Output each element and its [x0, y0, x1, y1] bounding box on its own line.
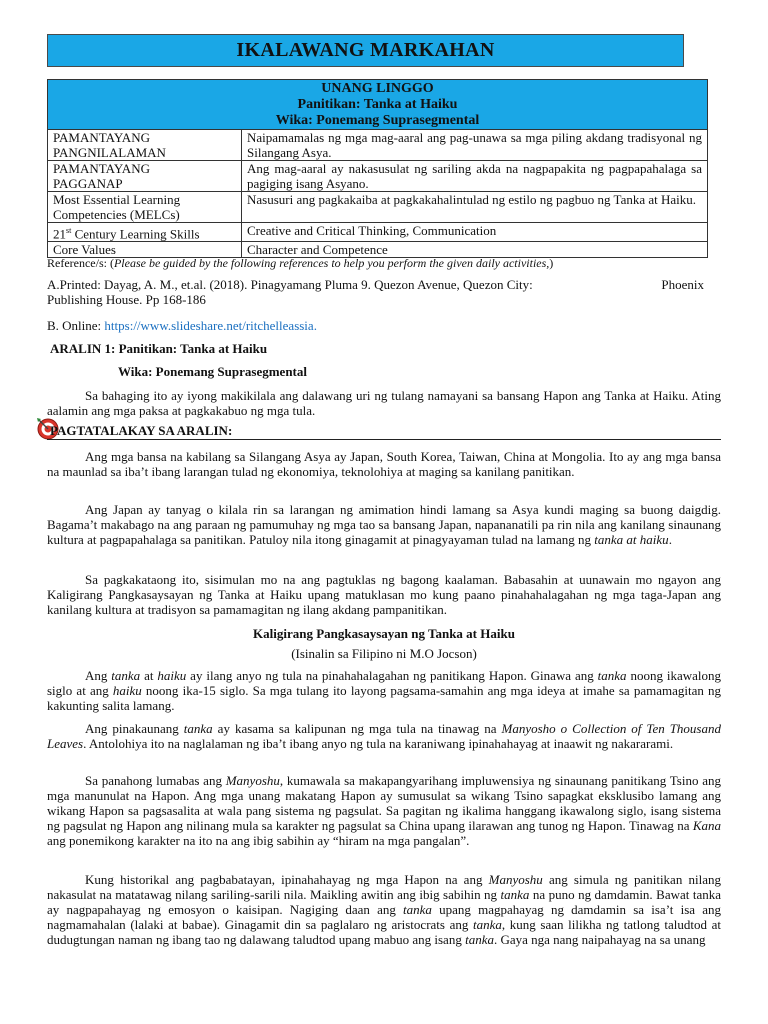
row-value: Character and Competence — [242, 242, 708, 258]
row-label-line: Competencies (MELCs) — [53, 207, 180, 222]
paragraph-text: ang ponemikong karakter na ito na ang ibig sabihin ay “hiram na mga pangalan”. — [47, 833, 470, 848]
printed-reference — [47, 277, 721, 307]
row-label — [48, 161, 242, 192]
paragraph-emphasis: Manyosho o Collection of Ten Thousand Leaves — [47, 721, 721, 751]
topic-label: Panitikan: Tanka at Haiku — [297, 97, 458, 112]
paragraph-emphasis: tanka — [473, 917, 502, 932]
body-paragraph-6 — [47, 773, 721, 848]
table-header-row — [48, 80, 708, 130]
reference-note — [47, 256, 727, 271]
reference-prefix: Reference/s: ( — [47, 256, 114, 270]
row-label — [48, 223, 242, 242]
printed-reference-line: Publishing House. Pp 168-186 — [47, 292, 206, 307]
row-label-line: PAMANTAYANG — [53, 130, 150, 145]
paragraph-text: ay kasama sa kalipunan ng mga tula na tinawag na — [212, 721, 502, 736]
paragraph-text: , kumawala sa makapangyarihang impluwensiya ng sinaunang panitikang Tsino ang mga manunulat na Hapon. Ang mga unang makatang Hapon ay sumusulat sa wikang Tsino sapagkat eksklusibo lamang ang wikang Hapon sa pagsasalita at wala pang sistema ng pagsulat. Sa pagitan ng ikalima hanggang ikawalong siglo, isang sistema ng pagsulat ng Hapon ang nilinang mula sa karakter ng pagsulat sa China upang ilarawan ang tunog ng Hapon. Tinawag na — [47, 773, 721, 833]
row-label: Core Values — [48, 242, 242, 258]
paragraph-text: Sa panahong lumabas ang — [85, 773, 226, 788]
printed-reference-line-end: Phoenix — [661, 277, 704, 292]
row-value: Naipamamalas ng mga mag-aaral ang pag-unawa sa mga piling akdang tradisyonal ng Silangang Asya. — [242, 130, 708, 161]
online-reference — [47, 318, 721, 333]
paragraph-emphasis: haiku — [157, 668, 187, 683]
paragraph-text: upang magpahayag ng damdamin sa isa’t isa ang nagmamahalan (lalaki at babae). Ginagamit din sa paglalaro ng aristocrats ang — [47, 902, 721, 932]
paragraph-text: Ang pinakaunang — [85, 721, 184, 736]
paragraph-text: at — [140, 668, 158, 683]
row-label-line: PAMANTAYANG — [53, 161, 150, 176]
table-row — [48, 192, 708, 223]
reference-instruction: Please be guided by the following references to help you perform the given daily activities, — [113, 256, 550, 270]
row-label-line: PAGGANAP — [53, 176, 123, 191]
paragraph-text: Ang — [85, 668, 112, 683]
paragraph-emphasis: tanka — [465, 932, 494, 947]
paragraph-text: , kung saan lilikha ng tatlong taludtod at dudugtungan naman ng ibang tao ng dalawang taludtod upang mabuo ang isang — [47, 917, 721, 947]
paragraph-text: Kung historikal ang pagbabatayan, ipinahahayag ng mga Hapon na ang — [85, 872, 489, 887]
row-label-text: Century Learning Skills — [71, 226, 200, 242]
paragraph-text: . Antolohiya ito na naglalaman ng iba’t ibang anyo ng tula na karaniwang ipinahahayag at inaawit ng nakararami. — [83, 736, 674, 751]
paragraph-text: ay ilang anyo ng tula na pinahahalagahan ng panitikang Hapon. Ginawa ang — [186, 668, 598, 683]
paragraph-emphasis: Manyoshu — [488, 872, 543, 887]
body-paragraph-7 — [47, 872, 721, 947]
intro-paragraph: Sa bahaging ito ay iyong makikilala ang dalawang uri ng tulang namayani sa bansang Hapon ang Tanka at Haiku. Ating aalamin ang mga paksa at pagkakabuo ng mga tula. — [47, 388, 721, 418]
section-title: PAGTATALAKAY SA ARALIN: — [50, 423, 233, 438]
paragraph-emphasis: tanka — [183, 721, 213, 736]
paragraph-emphasis: Manyoshu — [225, 773, 280, 788]
paragraph-emphasis: tanka — [597, 668, 627, 683]
history-translator: (Isinalin sa Filipino ni M.O Jocson) — [291, 646, 477, 661]
row-label-number: 21 — [53, 226, 66, 242]
section-divider — [47, 439, 721, 440]
paragraph-emphasis: tanka — [500, 887, 530, 902]
banner-title: IKALAWANG MARKAHAN — [236, 39, 495, 61]
paragraph-text: noong ika-15 siglo. Sa mga tulang ito layong pagsama-samahin ang mga ideya at imahe sa pamamagitan ng kakunting salita lamang. — [47, 683, 721, 713]
printed-reference-line: A.Printed: Dayag, A. M., et.al. (2018). Pinagyamang Pluma 9. Quezon Avenue, Quezon City: — [47, 277, 533, 292]
table-header-cell — [48, 80, 708, 130]
row-label-line: Most Essential Learning — [53, 192, 181, 207]
language-label: Wika: Ponemang Suprasegmental — [275, 113, 480, 128]
row-label-line: PANGNILALAMAN — [53, 145, 166, 160]
online-label: B. Online: — [47, 318, 105, 333]
lesson-title: ARALIN 1: Panitikan: Tanka at Haiku — [50, 341, 268, 356]
body-paragraph-1: Ang mga bansa na kabilang sa Silangang Asya ay Japan, South Korea, Taiwan, China at Mongolia. Ito ay ang mga bansa na maunlad sa iba’t ibang larangan tulad ng ekonomiya, teknolohiya at maging sa kanilang panitikan. — [47, 449, 721, 479]
paragraph-text: noong ikawalong siglo at ang — [47, 668, 722, 698]
row-value: Creative and Critical Thinking, Communication — [242, 223, 708, 242]
online-reference-link[interactable]: https://www.slideshare.net/ritchelleassia. — [104, 318, 317, 333]
paragraph-text: . Gaya nga nang naipahayag na sa unang — [493, 932, 706, 947]
row-label — [48, 130, 242, 161]
table-row — [48, 130, 708, 161]
row-value: Nasusuri ang pagkakaiba at pagkakahalintulad ng estilo ng pagbuo ng Tanka at Haiku. — [242, 192, 708, 223]
competency-table — [47, 79, 708, 258]
reference-suffix: ) — [549, 256, 554, 270]
body-paragraph-5 — [47, 721, 721, 751]
paragraph-text: na puno ng damdamin. Bawat tanka ay nagpapahayag ng emosyon o kaisipan. Nagiging daan ang — [47, 887, 721, 917]
table-row — [48, 223, 708, 242]
table-row — [48, 161, 708, 192]
history-title: Kaligirang Pangkasaysayan ng Tanka at Haiku — [253, 626, 515, 641]
body-paragraph-2 — [47, 502, 721, 547]
body-paragraph-4 — [47, 668, 721, 713]
body-paragraph-3: Sa pagkakataong ito, sisimulan mo na ang pagtuklas ng bagong kaalaman. Babasahin at uunawain mo ngayon ang Kaligirang Pangkasaysayan ng Tanka at Haiku upang matuklasan mo kung paano pinahahalagahan ng mga taga-Japan ang kanilang kultura at tradisyon sa pamamagitan ng ilang akdang pampanitikan. — [47, 572, 721, 617]
quarter-banner — [47, 34, 684, 67]
paragraph-text: . — [668, 532, 672, 547]
paragraph-text: Ang Japan ay tanyag o kilala rin sa larangan ng amimation hindi lamang sa Asya kundi maging sa buong daigdig. Bagama’t makabago na ang paraan ng pamumuhay ng mga tao sa bansang Japan, napananatili pa rin nila ang kanilang sinaunang kultura at pagpapahalaga sa panitikan. Patuloy nila itong ginagamit at pinagyayaman tulad na lamang ng — [47, 502, 721, 547]
paragraph-emphasis: tanka — [403, 902, 432, 917]
paragraph-emphasis: tanka — [111, 668, 141, 683]
row-label-ordinal: st — [66, 226, 72, 235]
lesson-language-topic: Wika: Ponemang Suprasegmental — [118, 364, 307, 379]
week-label: UNANG LINGGO — [321, 81, 434, 96]
row-label — [48, 192, 242, 223]
paragraph-emphasis: tanka at haiku — [594, 532, 669, 547]
paragraph-emphasis: Kana — [692, 818, 721, 833]
row-value: Ang mag-aaral ay nakasusulat ng sariling akda na nagpapakita ng pagpapahalaga sa pagiging isang Asyano. — [242, 161, 708, 192]
paragraph-emphasis: haiku — [112, 683, 142, 698]
paragraph-text: ang simula ng panitikan nilang nakasulat na matatawag nilang sariling-sarili nila. Maikling awitin ang ibig sabihin ng — [47, 872, 722, 902]
